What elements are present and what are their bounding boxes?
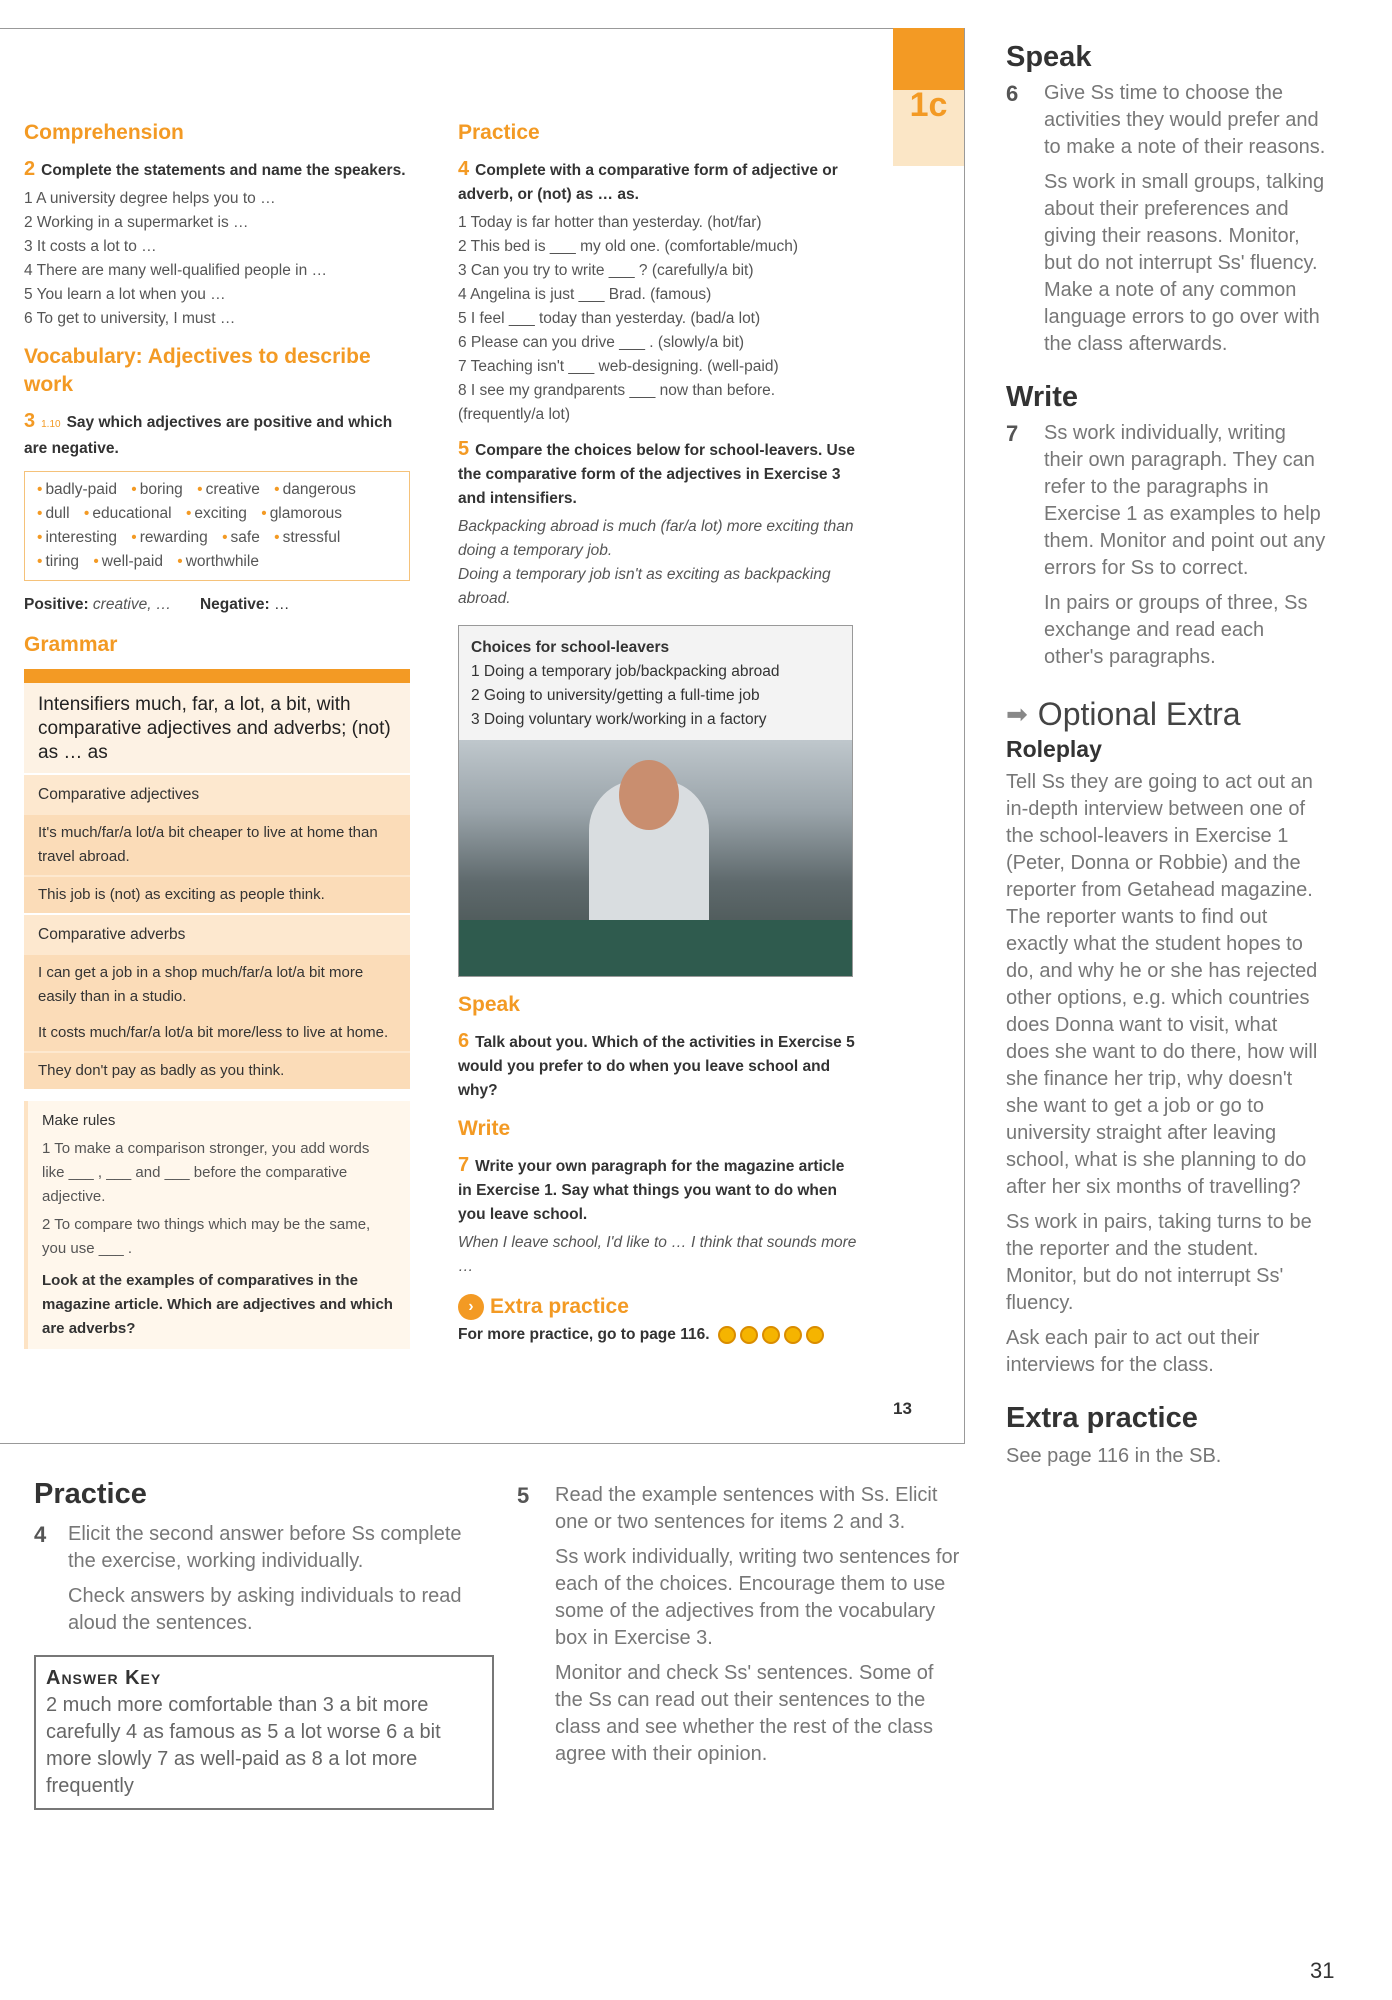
list-item: 7 Teaching isn't ___ web-designing. (well-paid) [458,358,779,375]
arrow-right-icon: ➡ [1006,699,1028,729]
vocab-word: creative [205,481,260,498]
list-item: 2 This bed is ___ my old one. (comfortable/much) [458,238,799,255]
list-item: 4 There are many well-qualified people in … [24,262,327,279]
example-sentence: Backpacking abroad is much (far/a lot) more exciting than doing a temporary job. [458,518,854,559]
list-item: 1 Doing a temporary job/backpacking abroad [471,663,780,680]
tn-right-column [1006,40,1326,1478]
list-item: 1 Today is far hotter than yesterday. (hot/far) [458,214,762,231]
tn-paragraph: Elicit the second answer before Ss complete the exercise, working individually. [68,1523,462,1572]
rules-label: Make rules [42,1112,116,1129]
exercise-number: 7 [458,1154,470,1176]
tn-paragraph: Ss work individually, writing their own paragraph. They can refer to the paragraphs in Exercise 1 as examples to help them. Monitor and point out any errors for Ss to correct. [1044,422,1326,579]
coins-icon [714,1326,824,1343]
exercise-4-list [458,211,858,427]
exercise-number: 6 [458,1030,470,1052]
tn-paragraph: Tell Ss they are going to act out an in-depth interview between one of the school-leavers in Exercise 1 (Peter, Donna or Robbie) and the reporter from Getahead magazine. The reporter wants to find out exactly what the student hopes to do, and why he or she has rejected other options, e.g. which countries does Donna want to visit, what does she want to do there, how will she finance her trip, why doesn't she want to get a job or go to university straight after leaving school, what is she planning to do after her six months of travelling? [1006,771,1318,1198]
tn-paragraph: Check answers by asking individuals to read aloud the sentences. [68,1585,462,1634]
choices-box [458,625,853,977]
grammar-example: They don't pay as badly as you think. [24,1053,410,1089]
vocab-word: boring [139,481,183,498]
list-item: 5 You learn a lot when you … [24,286,226,303]
positive-example: creative, … [92,596,172,613]
example-sentence: Doing a temporary job isn't as exciting as backpacking abroad. [458,566,831,607]
negative-label: Negative: [199,596,270,613]
extra-practice-heading: Extra practice [490,1295,629,1318]
tn-number: 5 [517,1483,530,1508]
list-item: 6 Please can you drive ___ . (slowly/a bit) [458,334,745,351]
exercise-number: 2 [24,158,36,180]
exercise-6 [458,1029,858,1103]
optional-extra-header [1006,696,1326,732]
grammar-box [24,669,410,1089]
grammar-example: It's much/far/a lot/a bit cheaper to live at home than travel abroad. [24,815,410,875]
comparative-adverbs-label: Comparative adverbs [24,913,410,955]
vocab-word: glamorous [269,505,343,522]
vocab-word: worthwhile [185,553,259,570]
tn-number: 6 [1006,81,1019,106]
exercise-number: 3 [24,410,36,432]
arrow-right-icon: › [458,1294,484,1320]
list-item: 2 Going to university/getting a full-time job [471,687,760,704]
list-item: 3 Doing voluntary work/working in a factory [471,711,767,728]
answer-key-box [34,1655,494,1810]
unit-tab-label: 1c [909,86,948,124]
exercise-number: 4 [458,158,470,180]
vocab-word: interesting [45,529,117,546]
list-item: 3 It costs a lot to … [24,238,157,255]
extra-practice-text: For more practice, go to page 116. [458,1326,710,1343]
exercise-instruction: Complete the statements and name the speakers. [41,162,406,179]
exercise-5 [458,437,858,511]
list-item: 5 I feel ___ today than yesterday. (bad/a lot) [458,310,761,327]
grammar-example: It costs much/far/a lot/a bit more/less to live at home. [24,1015,410,1051]
tn-extra-practice-heading: Extra practice [1006,1402,1198,1434]
exercise-instruction: Complete with a comparative form of adjective or adverb, or (not) as … as. [458,162,838,203]
exercise-2 [24,157,410,183]
tn-paragraph: Read the example sentences with Ss. Elicit one or two sentences for items 2 and 3. [555,1484,938,1533]
grammar-title: Intensifiers much, far, a lot, a bit, with comparative adjectives and adverbs; (not) as … as [24,683,410,773]
rule-item: 2 To compare two things which may be the same, you use ___ . [42,1216,371,1257]
tn-practice-heading: Practice [34,1478,147,1510]
vocab-word: rewarding [139,529,208,546]
extra-practice-line [458,1323,858,1347]
vocab-word: well-paid [101,553,163,570]
exercise-7 [458,1153,858,1227]
sb-left-column [24,119,410,1349]
exercise-2-list [24,187,410,331]
tn-paragraph: Give Ss time to choose the activities they would prefer and to make a note of their reasons. [1044,82,1326,158]
tn-paragraph: In pairs or groups of three, Ss exchange and read each other's paragraphs. [1044,592,1308,668]
vocab-word: exciting [194,505,247,522]
answer-key-text: 2 much more comfortable than 3 a bit more carefully 4 as famous as 5 a lot worse 6 a bit more slowly 7 as well-paid as 8 a lot more frequently [46,1694,441,1797]
exercise-4 [458,157,858,207]
list-item: 3 Can you try to write ___ ? (carefully/a bit) [458,262,754,279]
tn-number: 4 [34,1522,47,1547]
exercise-number: 5 [458,438,470,460]
extra-practice [458,1293,858,1321]
student-book-page [0,28,965,1444]
exercise-instruction: Compare the choices below for school-leavers. Use the comparative form of the adjectives in Exercise 3 and intensifiers. [458,442,855,507]
answer-key-title: Answer Key [46,1667,162,1689]
tn-paragraph: Monitor and check Ss' sentences. Some of the Ss can read out their sentences to the class and see whether the rest of the class agree with their opinion. [555,1662,934,1765]
list-item: 8 I see my grandparents ___ now than before. (frequently/a lot) [458,382,776,423]
vocab-word: tiring [45,553,80,570]
rules-instruction: Look at the examples of comparatives in the magazine article. Which are adjectives and which are adverbs? [42,1272,393,1337]
unit-tab [893,28,964,166]
positive-negative-line [24,593,410,617]
tn-practice-block [34,1477,474,1810]
grammar-bar [24,669,410,683]
roleplay-heading: Roleplay [1006,736,1102,762]
tn-speak-block [1006,80,1326,358]
vocab-word: dangerous [282,481,356,498]
sb-page-number: 13 [893,1399,912,1418]
sb-right-column [458,119,858,1347]
make-rules-box [24,1101,410,1349]
tn-paragraph: Ss work in small groups, talking about their preferences and giving their reasons. Monitor, but do not interrupt Ss' fluency. Make a note of any common language errors to go over with the class afterwards. [1044,171,1325,355]
exercise-3 [24,409,410,461]
vocab-word: safe [230,529,260,546]
page-number: 31 [1310,1958,1335,1983]
grammar-heading: Grammar [24,633,118,656]
positive-label: Positive: [24,596,89,613]
choices-title: Choices for school-leavers [471,639,670,656]
vocab-word: educational [92,505,172,522]
list-item: 1 A university degree helps you to … [24,190,276,207]
vocabulary-box: • badly-paid • boring • creative • dangerous • dull • educational • exciting • glamorous • interesting • rewarding • safe • stressful • tiring • well-paid • worthwhile [24,471,410,581]
vocab-word: dull [45,505,70,522]
tn-paragraph: Ss work individually, writing two sentences for each of the choices. Encourage them to use some of the adjectives from the vocabulary box in Exercise 3. [555,1546,960,1649]
comprehension-heading: Comprehension [24,121,184,144]
grammar-example: I can get a job in a shop much/far/a lot/a bit more easily than in a studio. [24,955,410,1015]
audio-track-icon: 1.10 [41,419,61,430]
tn-paragraph: See page 116 in the SB. [1006,1445,1222,1467]
tn-write-heading: Write [1006,381,1078,413]
tn-number: 7 [1006,421,1019,446]
write-heading: Write [458,1117,511,1140]
list-item: 6 To get to university, I must … [24,310,236,327]
exercise-instruction: Say which adjectives are positive and which are negative. [24,414,393,457]
grammar-example: This job is (not) as exciting as people think. [24,877,410,913]
negative-example: … [274,596,290,613]
tn-paragraph: Ss work in pairs, taking turns to be the reporter and the student. Monitor, but do not interrupt Ss' fluency. [1006,1211,1312,1314]
workshop-photo [459,740,852,976]
vocab-word: badly-paid [45,481,117,498]
tn-speak-heading: Speak [1006,41,1092,73]
exercise-instruction: Write your own paragraph for the magazine article in Exercise 1. Say what things you want to do when you leave school. [458,1158,845,1223]
example-sentence: When I leave school, I'd like to … I think that sounds more … [458,1234,857,1275]
choices-list [459,626,852,740]
speak-heading: Speak [458,993,520,1016]
comparative-adjectives-label: Comparative adjectives [24,773,410,815]
list-item: 4 Angelina is just ___ Brad. (famous) [458,286,712,303]
tn-write-block [1006,420,1326,671]
tn-paragraph: Ask each pair to act out their interviews for the class. [1006,1327,1260,1376]
exercise-instruction: Talk about you. Which of the activities in Exercise 5 would you prefer to do when you leave school and why? [458,1034,855,1099]
practice-heading: Practice [458,121,540,144]
rule-item: 1 To make a comparison stronger, you add words like ___ , ___ and ___ before the comparative adjective. [42,1140,370,1205]
tn-exercise-5-block [517,1482,965,1776]
vocab-word: stressful [282,529,341,546]
vocabulary-heading: Vocabulary: Adjectives to describe work [24,345,371,396]
list-item: 2 Working in a supermarket is … [24,214,249,231]
optional-extra-heading: Optional Extra [1037,696,1241,732]
